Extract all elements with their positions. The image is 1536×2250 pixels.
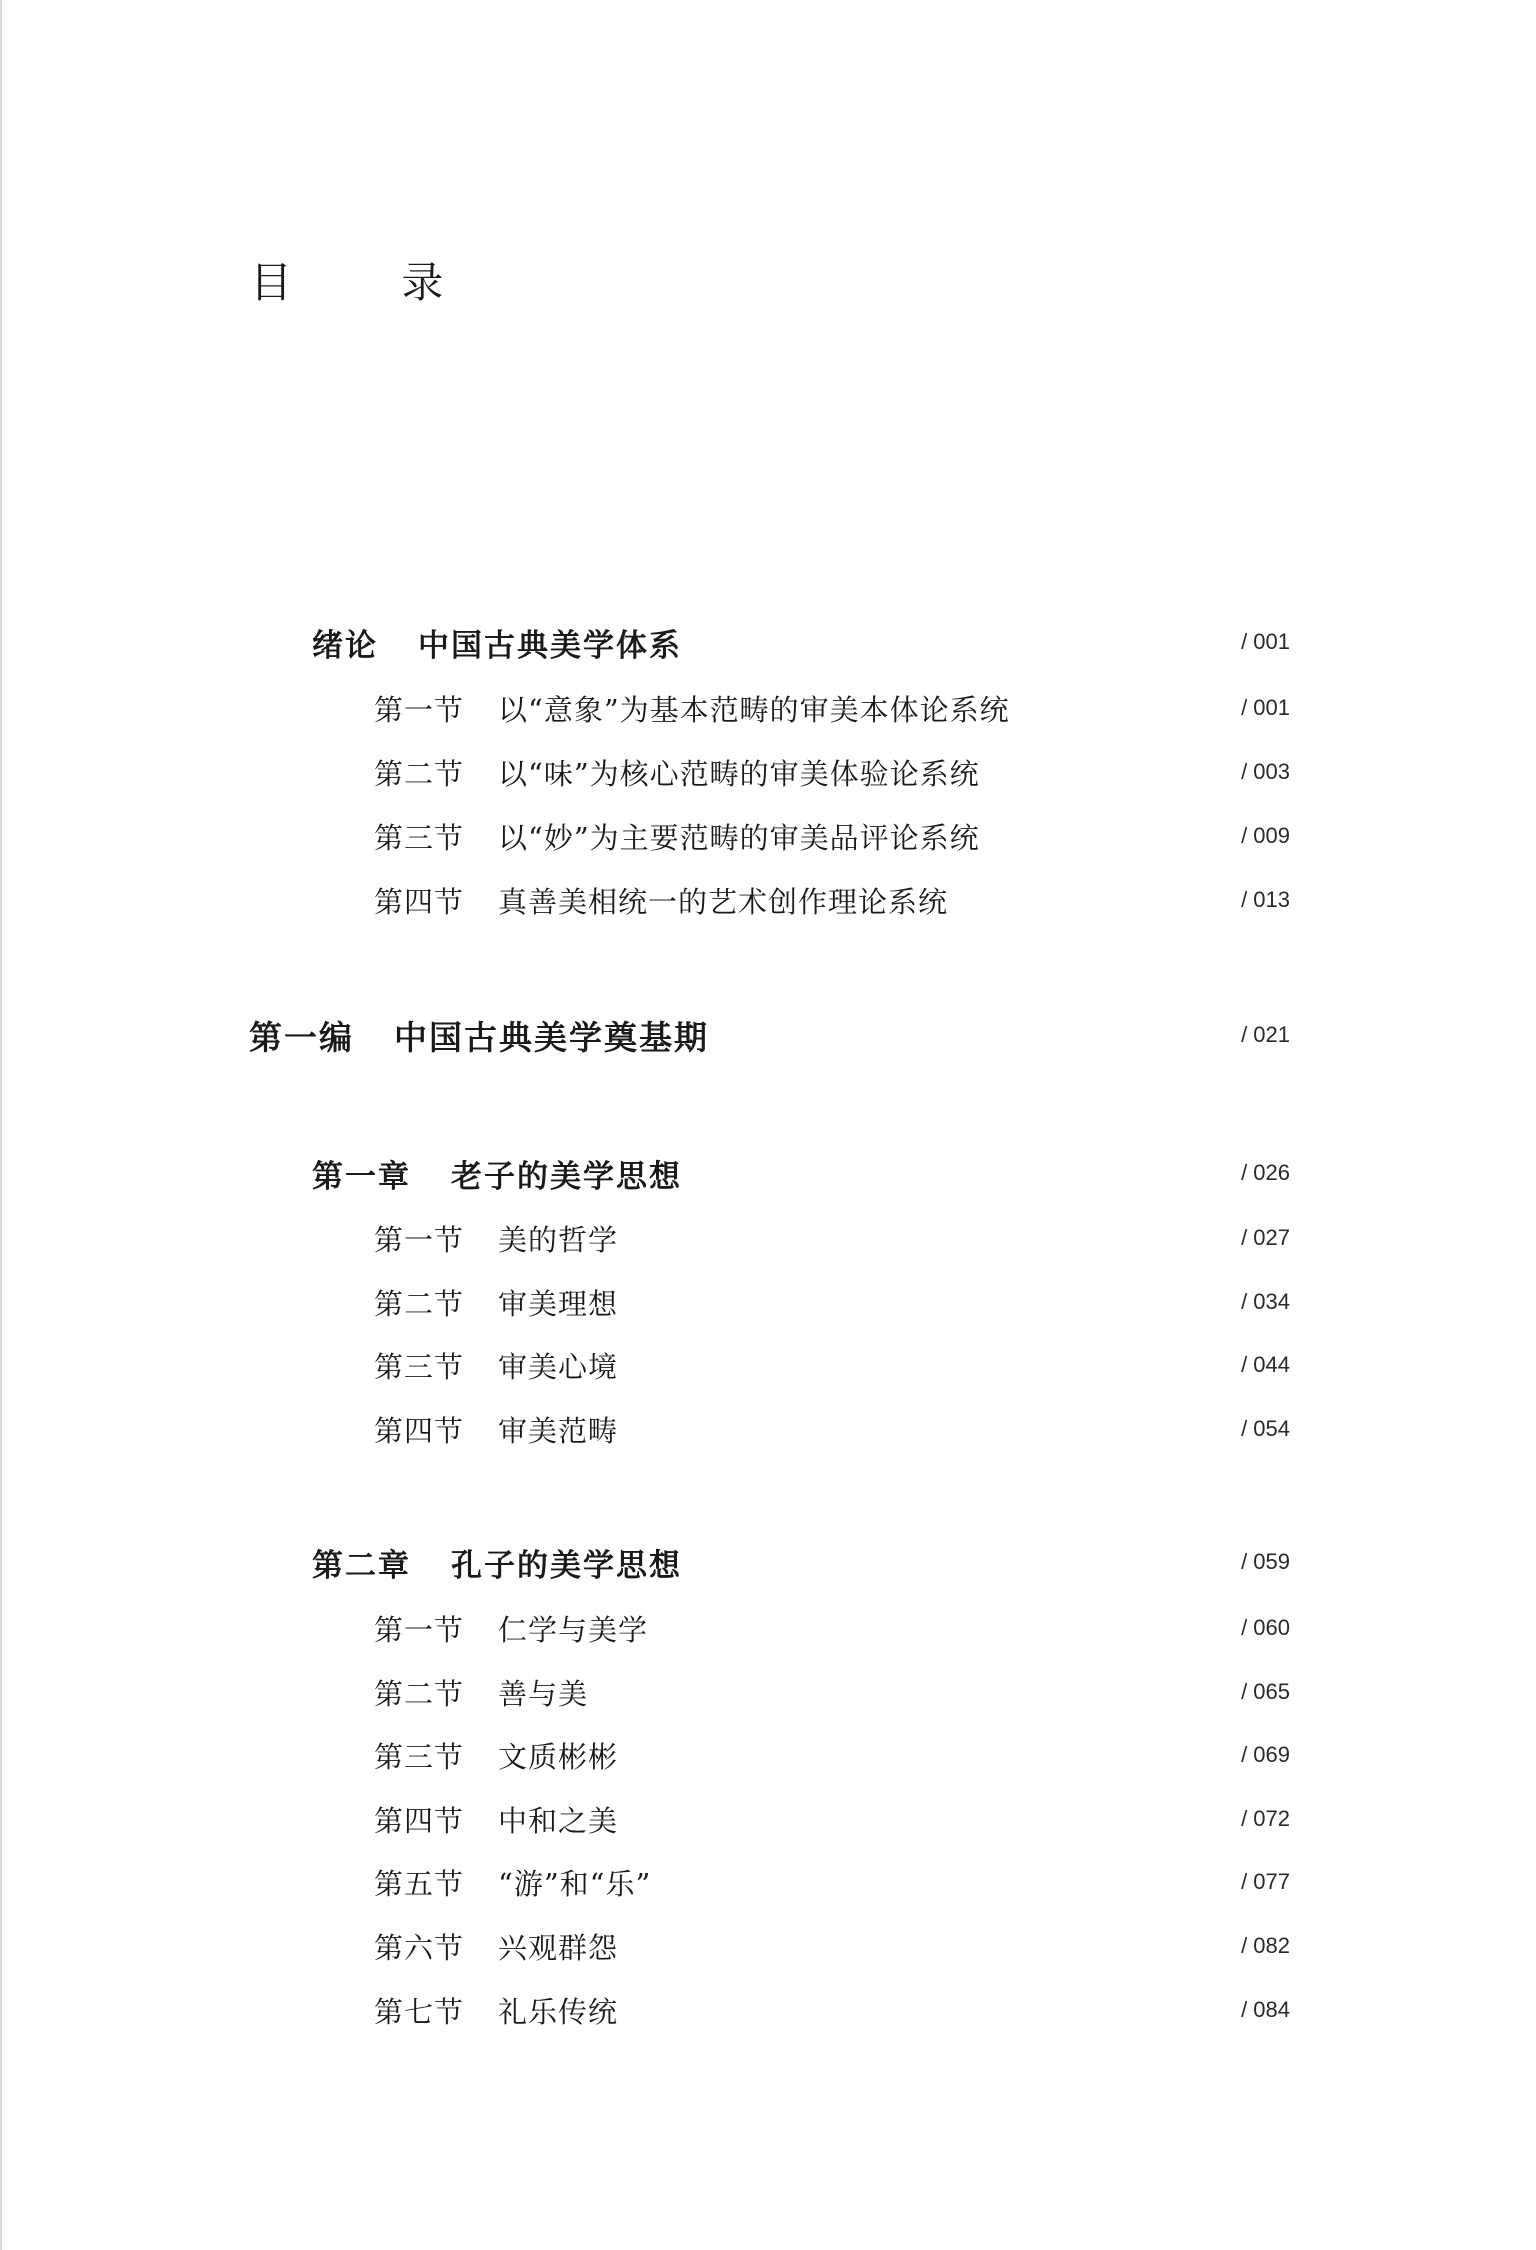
toc-entry-title: 中和之美 xyxy=(498,1803,619,1838)
toc-entry-title: 孔子的美学思想 xyxy=(451,1547,682,1584)
toc-entry-label xyxy=(374,1799,618,1840)
toc-entry-label xyxy=(374,688,1010,729)
toc-page-number: / 009 xyxy=(1241,823,1290,848)
toc-page-number: / 001 xyxy=(1241,629,1290,654)
toc-entry-prefix: 绪论 xyxy=(312,627,378,664)
toc-entry-title: 文质彬彬 xyxy=(498,1739,619,1774)
toc-page-number: / 026 xyxy=(1241,1160,1290,1185)
toc-entry-section[interactable] xyxy=(374,1608,1290,1648)
toc-entry-title: 兴观群怨 xyxy=(498,1930,619,1965)
toc-page-number: / 054 xyxy=(1241,1416,1290,1441)
toc-page-number: / 021 xyxy=(1241,1022,1290,1047)
toc-entry-prefix: 第一编 xyxy=(249,1017,354,1057)
toc-entry-label xyxy=(312,1540,682,1585)
toc-entry-title: 审美理想 xyxy=(498,1286,619,1321)
toc-entry-prefix: 第一节 xyxy=(374,1612,465,1647)
toc-entry-prefix: 第四节 xyxy=(374,1803,465,1838)
toc-entry-title: 中国古典美学奠基期 xyxy=(394,1017,709,1057)
toc-page-number: / 072 xyxy=(1241,1806,1290,1831)
toc-entry-title: 美的哲学 xyxy=(498,1222,619,1257)
toc-page-number: / 044 xyxy=(1241,1352,1290,1377)
toc-entry-section[interactable] xyxy=(374,1282,1290,1322)
toc-entry-section[interactable] xyxy=(374,1409,1290,1449)
toc-entry-label xyxy=(374,880,948,921)
toc-entry-title: 以“味”为核心范畴的审美体验论系统 xyxy=(498,756,980,791)
toc-entry-label xyxy=(374,1990,618,2031)
toc-page-number: / 059 xyxy=(1241,1549,1290,1574)
toc-entry-title: 老子的美学思想 xyxy=(451,1158,682,1195)
toc-entry-label xyxy=(312,1151,682,1196)
toc-page-number: / 069 xyxy=(1241,1742,1290,1767)
toc-page-number: / 001 xyxy=(1241,695,1290,720)
toc-entry-prefix: 第四节 xyxy=(374,884,465,919)
toc-entry-prefix: 第四节 xyxy=(374,1413,465,1448)
toc-entry-intro[interactable] xyxy=(312,622,1290,662)
toc-entry-section[interactable] xyxy=(374,1926,1290,1966)
toc-entry-chapter[interactable] xyxy=(312,1153,1290,1193)
toc-entry-section[interactable] xyxy=(374,752,1290,792)
toc-entry-section[interactable] xyxy=(374,816,1290,856)
toc-entry-prefix: 第一章 xyxy=(312,1158,411,1195)
toc-entry-section[interactable] xyxy=(374,1218,1290,1258)
toc-entry-section[interactable] xyxy=(374,1862,1290,1902)
toc-entry-title: 以“妙”为主要范畴的审美品评论系统 xyxy=(498,820,980,855)
toc-entry-label xyxy=(374,1282,618,1323)
toc-entry-label xyxy=(374,1218,618,1259)
toc-page-number: / 084 xyxy=(1241,1997,1290,2022)
toc-entry-prefix: 第七节 xyxy=(374,1994,465,2029)
toc-entry-label xyxy=(374,1409,618,1450)
toc-entry-title: “游”和“乐” xyxy=(498,1866,652,1901)
toc-entry-label xyxy=(249,1012,709,1059)
toc-entry-section[interactable] xyxy=(374,1672,1290,1712)
toc-entry-label xyxy=(374,1345,618,1386)
toc-entry-prefix: 第三节 xyxy=(374,1349,465,1384)
toc-entry-prefix: 第五节 xyxy=(374,1866,465,1901)
toc-entry-part[interactable] xyxy=(249,1015,1290,1055)
toc-entry-section[interactable] xyxy=(374,1735,1290,1775)
toc-entry-section[interactable] xyxy=(374,688,1290,728)
toc-page-number: / 027 xyxy=(1241,1225,1290,1250)
toc-entry-prefix: 第二节 xyxy=(374,1286,465,1321)
toc-entry-section[interactable] xyxy=(374,1990,1290,2030)
toc-page-number: / 003 xyxy=(1241,759,1290,784)
toc-entry-prefix: 第三节 xyxy=(374,820,465,855)
toc-entry-section[interactable] xyxy=(374,1345,1290,1385)
toc-page-number: / 034 xyxy=(1241,1289,1290,1314)
toc-entry-prefix: 第二章 xyxy=(312,1547,411,1584)
toc-entry-title: 中国古典美学体系 xyxy=(418,627,682,664)
toc-entry-prefix: 第三节 xyxy=(374,1739,465,1774)
toc-entry-chapter[interactable] xyxy=(312,1542,1290,1582)
toc-entry-label xyxy=(312,620,682,665)
toc-entry-title: 善与美 xyxy=(498,1676,589,1711)
toc-entry-label xyxy=(374,1608,648,1649)
toc-entry-title: 以“意象”为基本范畴的审美本体论系统 xyxy=(498,692,1010,727)
toc-page-number: / 013 xyxy=(1241,887,1290,912)
toc-entry-section[interactable] xyxy=(374,880,1290,920)
page-title: 目 录 xyxy=(250,258,492,307)
toc-page-number: / 082 xyxy=(1241,1933,1290,1958)
toc-page-number: / 065 xyxy=(1241,1679,1290,1704)
toc-entry-prefix: 第六节 xyxy=(374,1930,465,1965)
toc-entry-label xyxy=(374,1926,618,1967)
toc-entry-title: 审美范畴 xyxy=(498,1413,619,1448)
toc-entry-prefix: 第一节 xyxy=(374,692,465,727)
toc-entry-prefix: 第二节 xyxy=(374,756,465,791)
toc-entry-label xyxy=(374,752,980,793)
toc-entry-label xyxy=(374,1862,651,1903)
toc-entry-title: 仁学与美学 xyxy=(498,1612,649,1647)
toc-entry-prefix: 第二节 xyxy=(374,1676,465,1711)
toc-entry-label xyxy=(374,1672,588,1713)
toc-page-number: / 060 xyxy=(1241,1615,1290,1640)
toc-page-number: / 077 xyxy=(1241,1869,1290,1894)
toc-entry-section[interactable] xyxy=(374,1799,1290,1839)
toc-entry-title: 审美心境 xyxy=(498,1349,619,1384)
toc-entry-title: 礼乐传统 xyxy=(498,1994,619,2029)
toc-entry-label xyxy=(374,816,980,857)
toc-entry-prefix: 第一节 xyxy=(374,1222,465,1257)
toc-entry-label xyxy=(374,1735,618,1776)
toc-entry-title: 真善美相统一的艺术创作理论系统 xyxy=(498,884,949,919)
